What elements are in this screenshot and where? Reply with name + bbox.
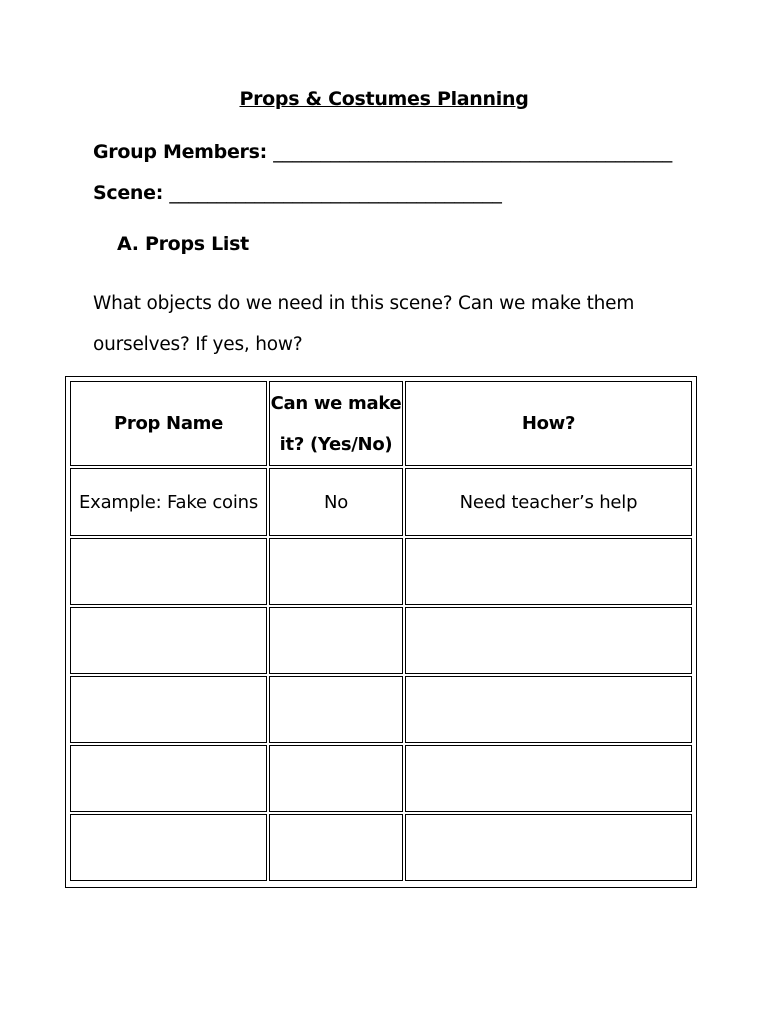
question-text: What objects do we need in this scene? Can we make them ourselves? If yes, how? bbox=[93, 293, 635, 355]
cell-can-we-make[interactable] bbox=[269, 607, 403, 674]
cell-prop-name[interactable] bbox=[70, 607, 267, 674]
group-members-line[interactable]: __________________________________________ bbox=[273, 141, 673, 163]
cell-prop-name[interactable] bbox=[70, 814, 267, 881]
cell-how[interactable] bbox=[405, 745, 692, 812]
group-members-field bbox=[93, 141, 672, 163]
cell-can-we-make[interactable] bbox=[269, 538, 403, 605]
cell-how[interactable] bbox=[405, 676, 692, 743]
table-row bbox=[70, 814, 692, 881]
scene-label: Scene: bbox=[93, 182, 164, 204]
section-heading: A. Props List bbox=[117, 233, 249, 255]
props-table bbox=[68, 379, 694, 883]
cell-how[interactable] bbox=[405, 538, 692, 605]
cell-prop-name[interactable] bbox=[70, 676, 267, 743]
header-can-we-make: Can we make it? (Yes/No) bbox=[269, 381, 403, 466]
table-row bbox=[70, 468, 692, 536]
header-prop-name: Prop Name bbox=[70, 381, 267, 466]
cell-prop-name[interactable] bbox=[70, 745, 267, 812]
table-header-row bbox=[70, 381, 692, 466]
cell-can-we-make[interactable] bbox=[269, 676, 403, 743]
cell-how[interactable]: Need teacher’s help bbox=[405, 468, 692, 536]
table-row bbox=[70, 745, 692, 812]
header-how: How? bbox=[405, 381, 692, 466]
cell-can-we-make[interactable] bbox=[269, 814, 403, 881]
table-row bbox=[70, 676, 692, 743]
props-table-frame bbox=[65, 376, 697, 888]
page-title: Props & Costumes Planning bbox=[239, 88, 529, 110]
cell-how[interactable] bbox=[405, 814, 692, 881]
cell-can-we-make[interactable] bbox=[269, 745, 403, 812]
cell-prop-name[interactable] bbox=[70, 538, 267, 605]
group-members-label: Group Members: bbox=[93, 141, 267, 163]
cell-can-we-make[interactable]: No bbox=[269, 468, 403, 536]
scene-field bbox=[93, 182, 502, 204]
table-row bbox=[70, 538, 692, 605]
table-row bbox=[70, 607, 692, 674]
scene-line[interactable]: ___________________________________ bbox=[169, 182, 502, 204]
cell-prop-name[interactable]: Example: Fake coins bbox=[70, 468, 267, 536]
cell-how[interactable] bbox=[405, 607, 692, 674]
